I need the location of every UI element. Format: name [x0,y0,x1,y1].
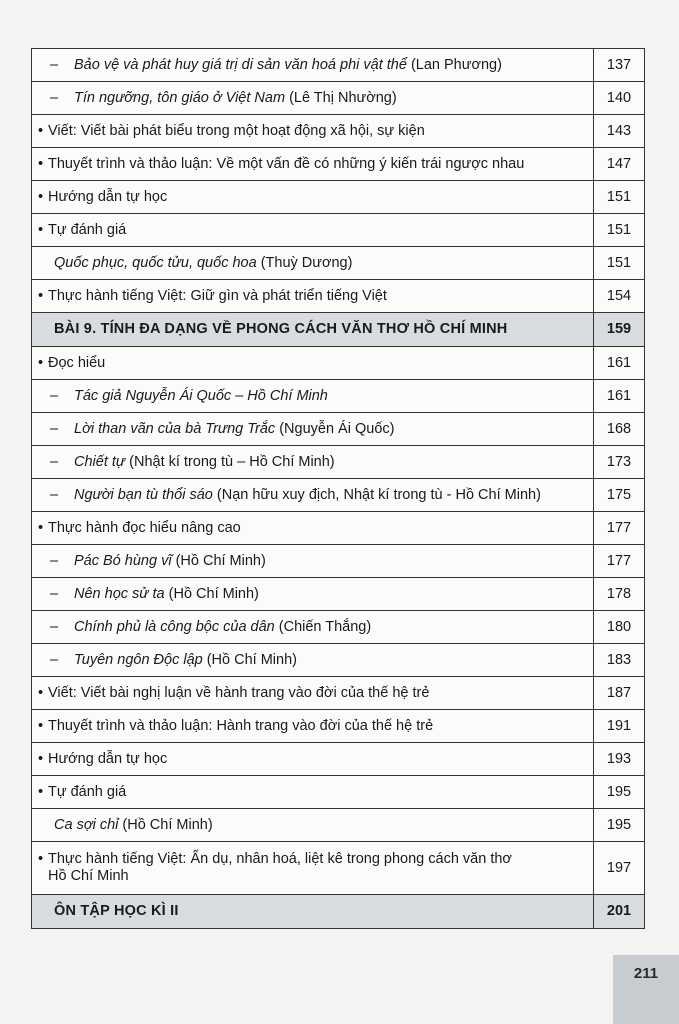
entry-text: Viết: Viết bài nghị luận về hành trang vào đời của thế hệ trẻ [48,684,430,701]
entry-text: Tự đánh giá [48,783,127,800]
entry-title [32,115,594,148]
bullet-icon: • [38,717,44,734]
page-ref: 191 [594,710,645,743]
toc-row [32,181,645,214]
page-ref: 177 [594,512,645,545]
entry-title [32,413,594,446]
entry-title [32,545,594,578]
entry-title [32,214,594,247]
bullet-icon: • [38,221,44,238]
page-ref: 175 [594,479,645,512]
toc-row [32,743,645,776]
toc-row [32,479,645,512]
work-author: (Nguyễn Ái Quốc) [275,420,395,437]
entry-title [32,82,594,115]
toc-row [32,280,645,313]
work-author: (Hồ Chí Minh) [164,585,259,602]
bullet-icon: • [38,851,44,867]
page-ref: 140 [594,82,645,115]
entry-title [32,743,594,776]
toc-row [32,776,645,809]
page-ref: 151 [594,181,645,214]
toc-row [32,512,645,545]
toc-row [32,49,645,82]
work-title: Bảo vệ và phát huy giá trị di sản văn hoá phi vật thể [74,56,407,73]
bullet-icon: • [38,750,44,767]
entry-text: Tự đánh giá [48,221,127,238]
page-ref: 151 [594,214,645,247]
toc-row [32,82,645,115]
bullet-icon: • [38,155,44,172]
page-ref: 137 [594,49,645,82]
page-ref: 195 [594,776,645,809]
page-ref: 195 [594,809,645,842]
work-title: Người bạn tù thổi sáo [74,486,213,503]
toc-row [32,809,645,842]
entry-text: Thực hành tiếng Việt: Ẩn dụ, nhân hoá, liệt kê trong phong cách văn thơ [48,851,512,867]
work-title: Tác giả Nguyễn Ái Quốc – Hồ Chí Minh [74,387,328,404]
page-ref: 168 [594,413,645,446]
entry-title [32,809,594,842]
bullet-icon: • [38,684,44,701]
dash-icon: – [50,651,59,668]
page-ref: 201 [594,895,645,929]
bullet-icon: • [38,188,44,205]
dash-icon: – [50,420,59,437]
work-title: Tín ngưỡng, tôn giáo ở Việt Nam [74,89,286,106]
bullet-icon: • [38,122,44,139]
toc-row [32,710,645,743]
page-ref: 183 [594,644,645,677]
toc-row [32,578,645,611]
section-row [32,895,645,929]
work-author: (Thuỳ Dương) [256,254,353,271]
entry-title [32,895,594,929]
entry-title [32,842,594,895]
work-author: (Hồ Chí Minh) [118,816,213,833]
entry-text: Hướng dẫn tự học [48,188,168,205]
dash-icon: – [50,585,59,602]
dash-icon: – [50,387,59,404]
page-ref: 180 [594,611,645,644]
toc-row [32,115,645,148]
entry-title [32,710,594,743]
toc-row [32,214,645,247]
entry-title [32,380,594,413]
toc-row [32,644,645,677]
work-title: Ca sợi chỉ [54,816,119,833]
page-ref: 151 [594,247,645,280]
entry-text: Viết: Viết bài phát biểu trong một hoạt động xã hội, sự kiện [48,122,425,139]
work-author: (Lan Phương) [406,56,502,73]
work-title: Tuyên ngôn Độc lập [74,651,203,668]
page-ref: 173 [594,446,645,479]
entry-text-continued: Hồ Chí Minh [48,868,129,884]
entry-text: Thực hành tiếng Việt: Giữ gìn và phát triển tiếng Việt [48,287,387,304]
toc-row [32,247,645,280]
toc-row [32,545,645,578]
bullet-icon: • [38,783,44,800]
work-author: (Nạn hữu xuy địch, Nhật kí trong tù - Hồ Chí Minh) [212,486,541,503]
table-of-contents [31,48,645,929]
entry-title [32,644,594,677]
work-author: (Chiến Thắng) [274,618,372,635]
page-ref: 193 [594,743,645,776]
entry-title [32,446,594,479]
dash-icon: – [50,486,59,503]
section-title: ÔN TẬP HỌC KÌ II [54,903,179,919]
entry-title [32,181,594,214]
toc-row [32,380,645,413]
entry-title [32,247,594,280]
page-ref: 161 [594,347,645,380]
entry-title [32,479,594,512]
bullet-icon: • [38,519,44,536]
entry-title [32,280,594,313]
entry-text: Thuyết trình và thảo luận: Hành trang vào đời của thế hệ trẻ [48,717,434,734]
page-ref: 178 [594,578,645,611]
entry-text: Thực hành đọc hiểu nâng cao [48,519,241,536]
work-title: Pác Bó hùng vĩ [74,552,172,569]
toc-row [32,148,645,181]
entry-title [32,611,594,644]
section-title: BÀI 9. TÍNH ĐA DẠNG VỀ PHONG CÁCH VĂN THƠ HỒ CHÍ MINH [54,321,508,337]
entry-title [32,49,594,82]
work-author: (Nhật kí trong tù – Hồ Chí Minh) [125,453,335,470]
toc-row [32,347,645,380]
page-number-tab [613,955,679,1024]
page-number: 211 [633,965,659,982]
page-ref: 161 [594,380,645,413]
dash-icon: – [50,618,59,635]
entry-title [32,578,594,611]
entry-title [32,347,594,380]
work-title: Nên học sử ta [74,585,165,602]
toc-row [32,413,645,446]
toc-row [32,611,645,644]
page-ref: 187 [594,677,645,710]
page-ref: 147 [594,148,645,181]
page-ref: 177 [594,545,645,578]
entry-text: Thuyết trình và thảo luận: Về một vấn đề có những ý kiến trái ngược nhau [48,155,525,172]
entry-text: Hướng dẫn tự học [48,750,168,767]
toc-row [32,842,645,895]
entry-text: Đọc hiểu [48,354,106,371]
page-ref: 159 [594,313,645,347]
work-author: (Hồ Chí Minh) [202,651,297,668]
work-title: Chiết tự [74,453,126,470]
work-author: (Lê Thị Nhường) [285,89,397,106]
work-author: (Hồ Chí Minh) [171,552,266,569]
toc-row [32,446,645,479]
bullet-icon: • [38,354,44,371]
work-title: Quốc phục, quốc tửu, quốc hoa [54,254,257,271]
page-ref: 143 [594,115,645,148]
work-title: Lời than vãn của bà Trưng Trắc [74,420,276,437]
page-ref: 197 [594,842,645,895]
entry-title [32,677,594,710]
dash-icon: – [50,552,59,569]
dash-icon: – [50,89,59,106]
toc-row [32,677,645,710]
entry-title [32,512,594,545]
entry-title [32,313,594,347]
dash-icon: – [50,453,59,470]
work-title: Chính phủ là công bộc của dân [74,618,275,635]
entry-title [32,148,594,181]
entry-title [32,776,594,809]
dash-icon: – [50,56,59,73]
section-row [32,313,645,347]
bullet-icon: • [38,287,44,304]
page-ref: 154 [594,280,645,313]
